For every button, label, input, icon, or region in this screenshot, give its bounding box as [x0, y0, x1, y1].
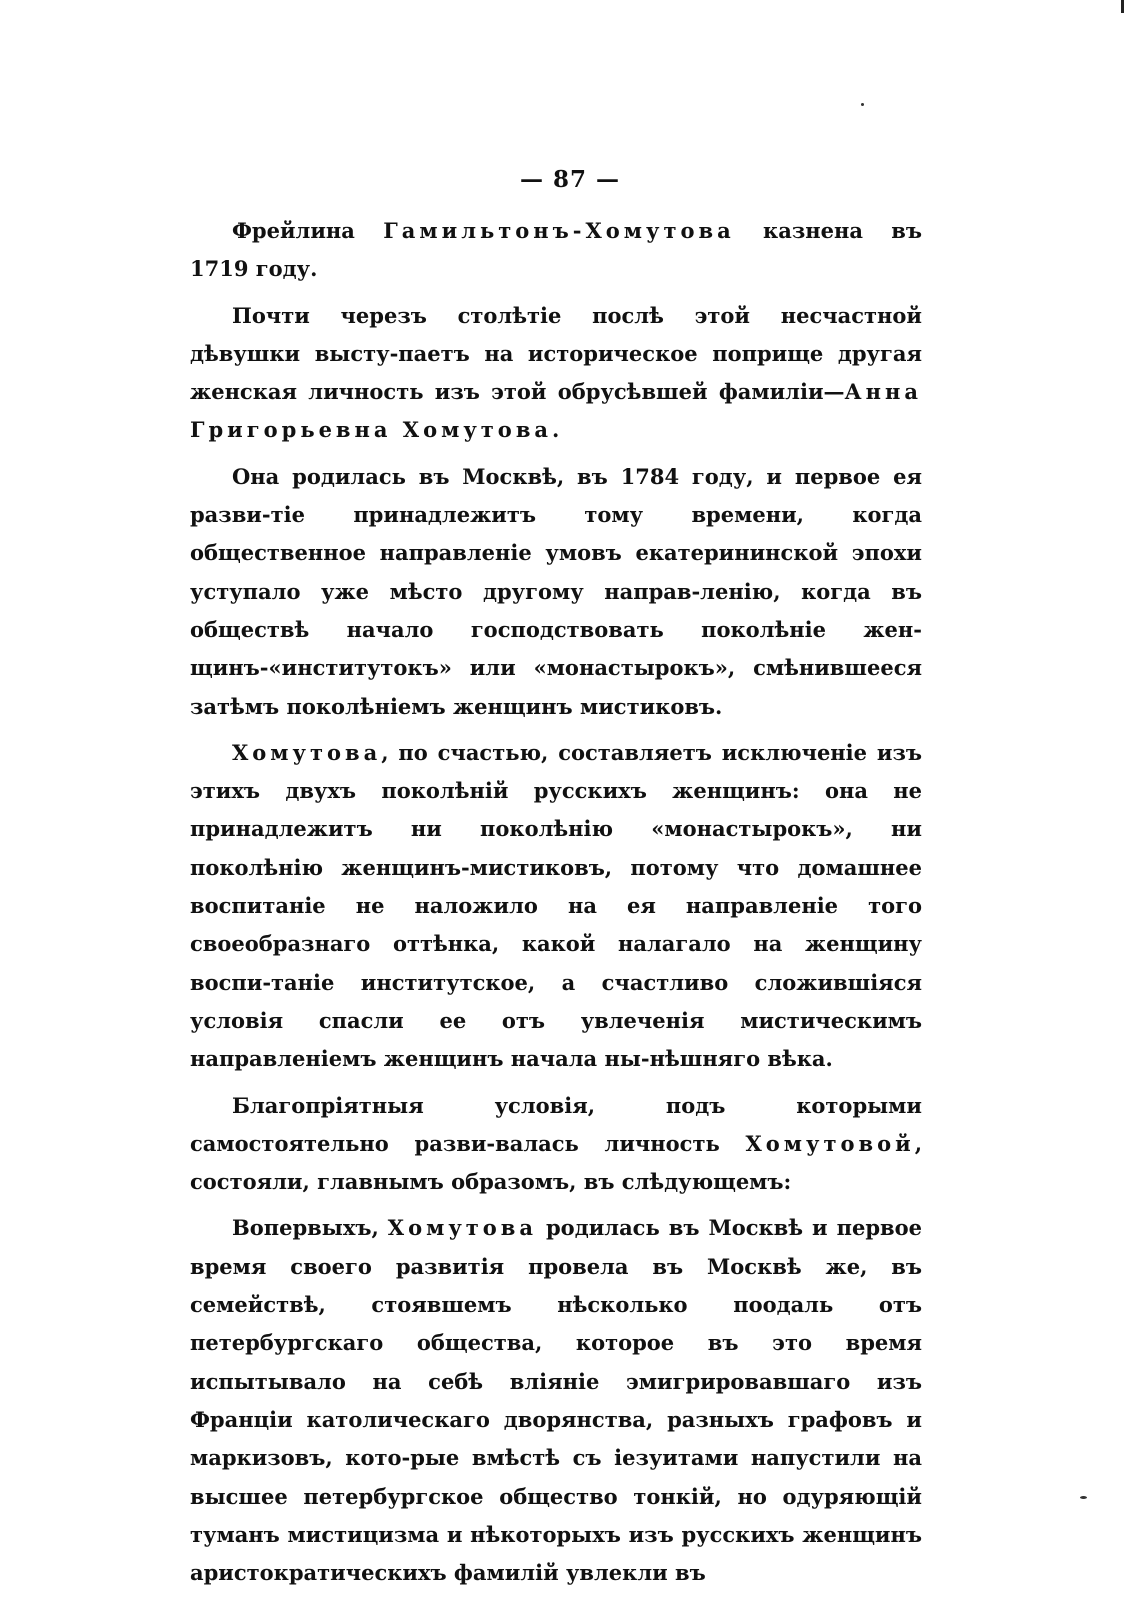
- body-text: [190, 212, 922, 1592]
- page-number: — 87 —: [519, 166, 621, 193]
- paragraph: [190, 297, 922, 450]
- paragraph: [190, 1209, 922, 1592]
- text-run: Почти черезъ столѣтіе послѣ этой несчастной дѣвушки высту-паетъ на историческое поприще другая женская личность изъ этой обрусѣвшей фамиліи—: [190, 302, 922, 405]
- paragraph: [190, 1087, 922, 1202]
- surname-emphasis: Хомутовой: [745, 1130, 915, 1156]
- text-run: казнена въ 1719 году.: [190, 218, 922, 282]
- text-run: .: [552, 417, 560, 443]
- page-edge-mark: [1121, 0, 1140, 13]
- text-run: Фрейлина: [232, 218, 384, 243]
- paragraph: [190, 212, 922, 289]
- text-run: Она родилась въ Москвѣ, въ 1784 году, и первое ея разви-тіе принадлежитъ тому времени, когда общественное направленіе умовъ екатерининской эпохи уступало уже мѣсто другому направ-ленію, когда въ обществѣ начало господствовать поколѣніе жен-щинъ-«институтокъ» или «монастырокъ», смѣнившееся затѣмъ поколѣніемъ женщинъ мистиковъ.: [190, 463, 922, 719]
- text-run: , состояли, главнымъ образомъ, въ слѣдующемъ:: [190, 1130, 922, 1195]
- surname-emphasis: Хомутова: [232, 739, 382, 765]
- text-run: Вопервыхъ,: [232, 1215, 388, 1241]
- paragraph: [190, 734, 922, 1079]
- name-emphasis: Анна Григорьевна Хомутова: [190, 379, 922, 443]
- text-run: Благопріятныя условія, подъ которыми самостоятельно разви-валась личность: [190, 1092, 922, 1156]
- scan-speck: [861, 103, 864, 106]
- paragraph: [190, 458, 922, 726]
- surname-emphasis: Гамильтонъ-Хомутова: [383, 218, 735, 243]
- text-run: , по счастью, составляетъ исключеніе изъ этихъ двухъ поколѣній русскихъ женщинъ: она не принадлежитъ ни поколѣнію «монастырокъ», ни поколѣнію женщинъ-мистиковъ, потому что домашнее воспитаніе не наложило на ея направленіе того своеобразнаго оттѣнка, какой налагало на женщину воспи-таніе институтское, а счастливо сложившіяся условія спасли ее отъ увлеченія мистическимъ направленіемъ женщинъ начала ны-нѣшняго вѣка.: [190, 739, 922, 1072]
- scan-speck: [1080, 1496, 1087, 1499]
- text-run: родилась въ Москвѣ и первое время своего развитія провела въ Москвѣ же, въ семействѣ, стоявшемъ нѣсколько поодаль отъ петербургскаго общества, которое въ это время испытывало на себѣ вліяніе эмигрировавшаго изъ Франціи католическаго дворянства, разныхъ графовъ и маркизовъ, кото-рые вмѣстѣ съ іезуитами напустили на высшее петербургское общество тонкій, но одуряющій туманъ мистицизма и нѣкоторыхъ изъ русскихъ женщинъ аристократическихъ фамилій увлекли въ: [190, 1215, 922, 1586]
- surname-emphasis: Хомутова: [387, 1215, 537, 1241]
